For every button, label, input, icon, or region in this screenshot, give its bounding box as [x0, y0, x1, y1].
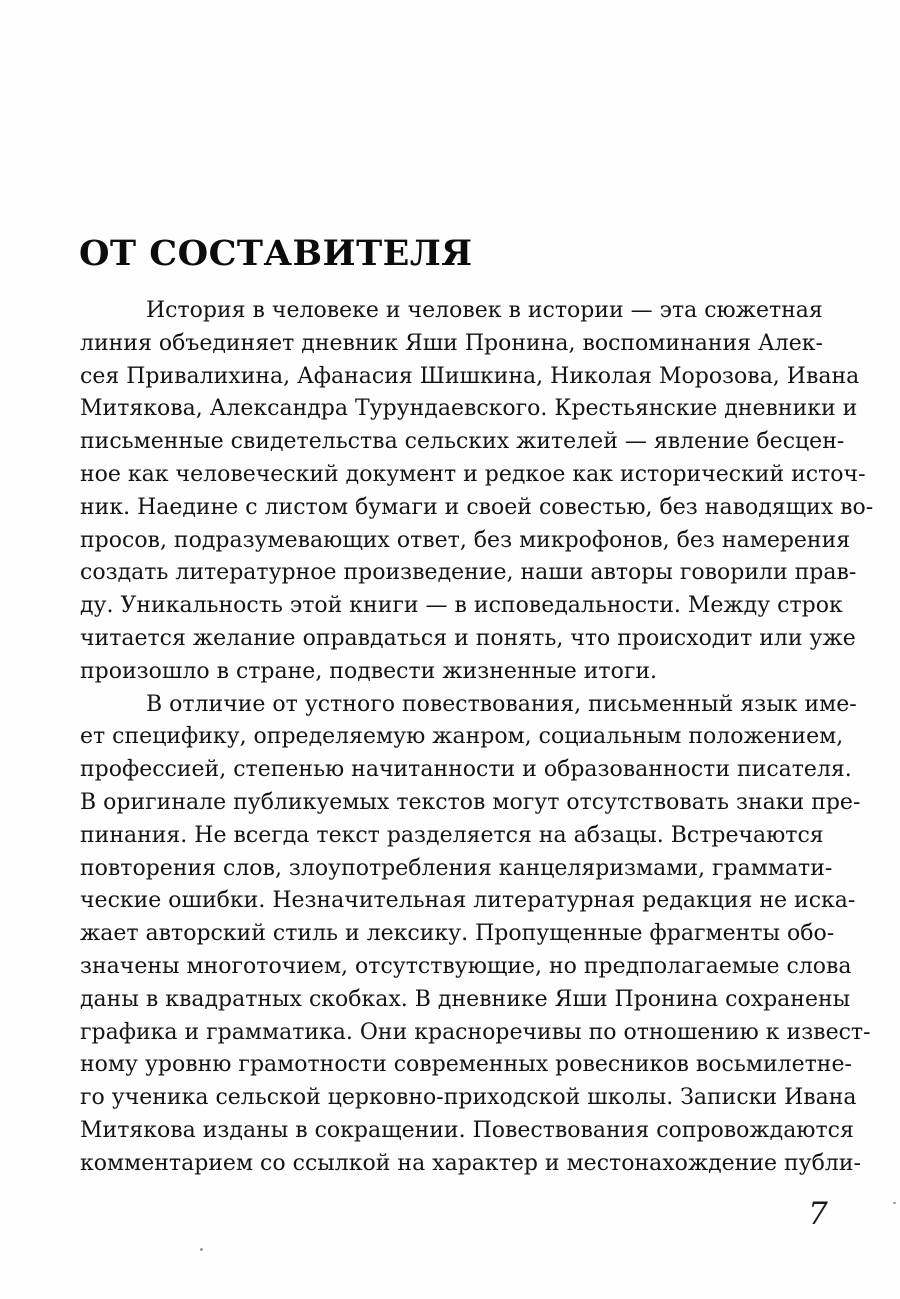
- page-title: ОТ СОСТАВИТЕЛЯ: [79, 233, 473, 275]
- scan-speck: [200, 1248, 203, 1251]
- text-line: ник. Наедине с листом бумаги и своей совестью, без наводящих во-: [80, 494, 874, 520]
- text-line: Митякова изданы в сокращении. Повествования сопровождаются: [80, 1117, 854, 1143]
- text-line: сея Привалихина, Афанасия Шишкина, Николая Морозова, Ивана: [80, 363, 860, 389]
- text-line: произошло в стране, подвести жизненные итоги.: [80, 658, 658, 684]
- text-line: пинания. Не всегда текст разделяется на абзацы. Встречаются: [80, 822, 824, 848]
- text-line: Митякова, Александра Турундаевского. Крестьянские дневники и: [80, 396, 858, 422]
- text-line: создать литературное произведение, наши авторы говорили прав-: [80, 560, 857, 586]
- text-line: даны в квадратных скобках. В дневнике Яши Пронина сохранены: [80, 986, 851, 1012]
- text-line: ет специфику, определяемую жанром, социальным положением,: [80, 724, 844, 750]
- text-line: значены многоточием, отсутствующие, но предполагаемые слова: [80, 953, 852, 979]
- text-line: жает авторский стиль и лексику. Пропущенные фрагменты обо-: [80, 921, 835, 947]
- text-line: ному уровню грамотности современных ровесников восьмилетне-: [80, 1052, 852, 1078]
- text-line: повторения слов, злоупотребления канцеляризмами, граммати-: [80, 855, 833, 881]
- text-line: письменные свидетельства сельских жителей — явление бесцен-: [80, 429, 845, 455]
- text-line: В оригинале публикуемых текстов могут отсутствовать знаки пре-: [80, 789, 861, 815]
- text-line: го ученика сельской церковно-приходской школы. Записки Ивана: [80, 1085, 857, 1111]
- text-line: профессией, степенью начитанности и образованности писателя.: [80, 757, 852, 783]
- text-line: графика и грамматика. Они красноречивы по отношению к извест-: [80, 1019, 871, 1045]
- body-text: [80, 295, 874, 1181]
- text-line: линия объединяет дневник Яши Пронина, воспоминания Алек-: [80, 330, 823, 356]
- text-line: ческие ошибки. Незначительная литературная редакция не иска-: [80, 888, 856, 914]
- text-line: История в человеке и человек в истории — эта сюжетная: [146, 298, 823, 323]
- scan-speck: [893, 1202, 896, 1204]
- paragraph-2: [80, 689, 871, 1181]
- text-line: ду. Уникальность этой книги — в исповедальности. Между строк: [80, 593, 843, 619]
- text-line: комментарием со ссылкой на характер и местонахождение публи-: [80, 1150, 861, 1176]
- text-line: читается желание оправдаться и понять, что происходит или уже: [80, 625, 856, 651]
- text-line: ное как человеческий документ и редкое как исторический источ-: [80, 461, 866, 487]
- paragraph-1: [80, 295, 874, 689]
- page-number: 7: [808, 1196, 828, 1232]
- text-line: просов, подразумевающих ответ, без микрофонов, без намерения: [80, 527, 851, 553]
- text-line: В отличие от устного повествования, письменный язык име-: [146, 691, 857, 717]
